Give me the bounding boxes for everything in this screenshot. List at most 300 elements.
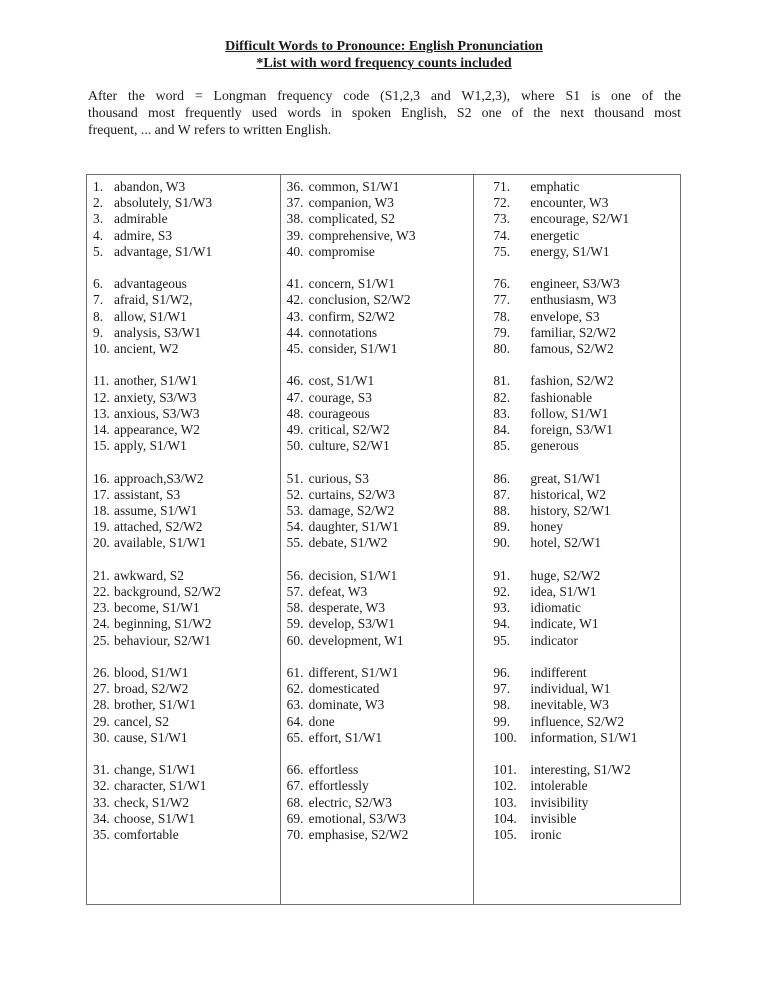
word-number: 29. — [93, 713, 110, 729]
word-number: 84. — [493, 422, 511, 438]
word-number: 92. — [493, 584, 511, 600]
word-text: honey — [530, 519, 564, 535]
word-item — [493, 406, 680, 422]
word-number: 7. — [93, 292, 104, 308]
word-item — [287, 179, 474, 195]
word-number: 101. — [493, 762, 517, 778]
intro-paragraph — [88, 87, 681, 138]
word-number: 73. — [493, 211, 511, 227]
word-text: brother, S1/W1 — [114, 697, 197, 713]
word-item — [493, 697, 680, 713]
word-number: 57. — [286, 584, 304, 600]
word-item — [493, 665, 680, 681]
word-text: daughter, S1/W1 — [308, 519, 399, 535]
word-item — [287, 422, 474, 438]
table-column-2 — [281, 175, 475, 904]
word-number: 75. — [493, 243, 511, 259]
word-text: advantage, S1/W1 — [114, 243, 213, 259]
word-number: 78. — [493, 308, 511, 324]
word-item — [493, 422, 680, 438]
word-item — [287, 373, 474, 389]
word-text: history, S2/W1 — [530, 503, 611, 519]
word-number: 88. — [493, 503, 511, 519]
word-item — [493, 438, 680, 454]
word-text: effortlessly — [308, 778, 369, 794]
word-item — [493, 827, 680, 843]
word-item — [93, 714, 280, 730]
word-number: 105. — [493, 827, 517, 843]
word-item — [493, 292, 680, 308]
word-item — [287, 503, 474, 519]
word-number: 34. — [93, 810, 110, 826]
word-number: 8. — [93, 308, 104, 324]
word-item — [93, 665, 280, 681]
word-item — [93, 697, 280, 713]
word-text: follow, S1/W1 — [530, 405, 609, 421]
word-item — [493, 681, 680, 697]
word-item — [493, 600, 680, 616]
word-group — [493, 568, 680, 649]
word-item — [287, 228, 474, 244]
word-number: 26. — [93, 665, 110, 681]
word-text: encounter, W3 — [530, 195, 609, 211]
word-number: 90. — [493, 535, 511, 551]
word-text: behaviour, S2/W1 — [114, 632, 211, 648]
word-item — [493, 179, 680, 195]
word-text: companion, W3 — [308, 195, 394, 211]
word-item — [287, 616, 474, 632]
word-item — [287, 697, 474, 713]
word-text: emphasise, S2/W2 — [308, 827, 409, 843]
word-text: courage, S3 — [308, 389, 372, 405]
word-number: 44. — [286, 324, 304, 340]
word-item — [93, 438, 280, 454]
word-item — [493, 195, 680, 211]
word-number: 45. — [286, 341, 304, 357]
word-number: 4. — [93, 227, 104, 243]
word-text: advantageous — [114, 276, 187, 292]
word-item — [93, 795, 280, 811]
word-number: 17. — [93, 486, 110, 502]
word-group — [493, 762, 680, 843]
word-text: information, S1/W1 — [530, 729, 638, 745]
word-item — [93, 309, 280, 325]
word-item — [493, 633, 680, 649]
word-text: absolutely, S1/W3 — [114, 195, 213, 211]
word-text: admirable — [114, 211, 168, 227]
word-number: 41. — [286, 276, 304, 292]
word-text: anxiety, S3/W3 — [114, 389, 197, 405]
word-item — [93, 179, 280, 195]
word-item — [287, 633, 474, 649]
word-item — [93, 244, 280, 260]
word-item — [93, 406, 280, 422]
word-item — [93, 471, 280, 487]
word-item — [287, 325, 474, 341]
word-number: 62. — [286, 681, 304, 697]
word-text: historical, W2 — [530, 486, 606, 502]
word-group — [493, 276, 680, 357]
word-number: 2. — [93, 195, 104, 211]
word-group — [287, 568, 474, 649]
word-item — [493, 503, 680, 519]
word-number: 28. — [93, 697, 110, 713]
word-number: 61. — [286, 665, 304, 681]
word-item — [93, 195, 280, 211]
word-number: 71. — [493, 179, 511, 194]
word-text: attached, S2/W2 — [114, 519, 203, 535]
word-text: abandon, W3 — [114, 179, 186, 194]
word-text: comprehensive, W3 — [308, 227, 416, 243]
word-text: hotel, S2/W1 — [530, 535, 602, 551]
word-text: conclusion, S2/W2 — [308, 292, 411, 308]
word-number: 27. — [93, 681, 110, 697]
word-text: character, S1/W1 — [114, 778, 207, 794]
word-item — [493, 778, 680, 794]
word-item — [493, 390, 680, 406]
word-number: 31. — [93, 762, 110, 778]
word-item — [287, 827, 474, 843]
word-text: background, S2/W2 — [114, 584, 222, 600]
word-item — [493, 373, 680, 389]
word-text: enthusiasm, W3 — [530, 292, 617, 308]
word-item — [287, 778, 474, 794]
word-text: decision, S1/W1 — [308, 567, 398, 583]
word-text: beginning, S1/W2 — [114, 616, 212, 632]
word-item — [93, 762, 280, 778]
word-text: fashion, S2/W2 — [530, 373, 614, 389]
word-number: 96. — [493, 665, 511, 681]
word-group — [287, 471, 474, 552]
word-number: 99. — [493, 713, 511, 729]
word-item — [287, 584, 474, 600]
word-number: 70. — [286, 827, 304, 843]
intro-line-3: frequent, ... and W refers to written English. — [88, 122, 332, 137]
word-text: defeat, W3 — [308, 584, 368, 600]
word-number: 91. — [493, 567, 511, 583]
word-text: ironic — [530, 827, 562, 843]
word-text: huge, S2/W2 — [530, 567, 601, 583]
word-item — [493, 535, 680, 551]
word-text: curious, S3 — [308, 470, 369, 486]
word-item — [287, 471, 474, 487]
word-number: 54. — [286, 519, 304, 535]
word-number: 6. — [93, 276, 104, 292]
word-item — [493, 811, 680, 827]
word-text: assistant, S3 — [114, 486, 181, 502]
word-number: 3. — [93, 211, 104, 227]
word-number: 35. — [93, 827, 110, 843]
word-number: 67. — [286, 778, 304, 794]
word-text: cancel, S2 — [114, 713, 170, 729]
word-text: idiomatic — [530, 600, 581, 616]
word-text: damage, S2/W2 — [308, 503, 395, 519]
word-text: appearance, W2 — [114, 422, 200, 438]
word-item — [93, 276, 280, 292]
word-text: comfortable — [114, 827, 179, 843]
word-item — [287, 681, 474, 697]
word-text: effort, S1/W1 — [308, 729, 383, 745]
word-text: effortless — [308, 762, 359, 778]
word-item — [493, 616, 680, 632]
word-item — [93, 228, 280, 244]
word-item — [287, 292, 474, 308]
word-text: debate, S1/W2 — [308, 535, 388, 551]
word-item — [93, 341, 280, 357]
word-text: foreign, S3/W1 — [530, 422, 613, 438]
word-item — [287, 276, 474, 292]
word-text: envelope, S3 — [530, 308, 600, 324]
word-item — [493, 714, 680, 730]
word-number: 53. — [286, 503, 304, 519]
word-text: connotations — [308, 324, 378, 340]
word-number: 85. — [493, 438, 511, 454]
word-text: dominate, W3 — [308, 697, 385, 713]
word-text: invisible — [530, 810, 577, 826]
word-number: 66. — [286, 762, 304, 778]
word-number: 72. — [493, 195, 511, 211]
word-item — [93, 487, 280, 503]
word-number: 5. — [93, 243, 104, 259]
word-number: 79. — [493, 324, 511, 340]
word-item — [93, 390, 280, 406]
word-number: 32. — [93, 778, 110, 794]
word-item — [493, 762, 680, 778]
word-item — [93, 292, 280, 308]
word-text: broad, S2/W2 — [114, 681, 189, 697]
word-number: 9. — [93, 324, 104, 340]
word-item — [493, 487, 680, 503]
word-number: 89. — [493, 519, 511, 535]
word-item — [93, 681, 280, 697]
title-line-2: *List with word frequency counts included — [256, 56, 512, 71]
word-text: done — [308, 713, 335, 729]
word-item — [93, 600, 280, 616]
intro-line-1: After the word = Longman frequency code (S1,2,3 and W1,2,3), where S1 is one of the — [88, 88, 681, 103]
word-item — [287, 211, 474, 227]
word-item — [93, 633, 280, 649]
word-item — [93, 535, 280, 551]
word-number: 50. — [286, 438, 304, 454]
word-text: indifferent — [530, 665, 587, 681]
word-number: 24. — [93, 616, 110, 632]
word-number: 63. — [286, 697, 304, 713]
word-item — [493, 325, 680, 341]
word-number: 25. — [93, 632, 110, 648]
word-text: change, S1/W1 — [114, 762, 196, 778]
word-item — [287, 795, 474, 811]
word-number: 81. — [493, 373, 511, 389]
word-number: 42. — [286, 292, 304, 308]
word-text: allow, S1/W1 — [114, 308, 187, 324]
word-text: development, W1 — [308, 632, 404, 648]
word-item — [287, 309, 474, 325]
word-item — [93, 730, 280, 746]
word-text: critical, S2/W2 — [308, 422, 390, 438]
word-number: 1. — [93, 179, 104, 194]
word-number: 52. — [286, 486, 304, 502]
word-item — [287, 341, 474, 357]
word-text: assume, S1/W1 — [114, 503, 198, 519]
word-number: 30. — [93, 729, 110, 745]
word-text: energy, S1/W1 — [530, 243, 610, 259]
word-text: engineer, S3/W3 — [530, 276, 620, 292]
word-text: different, S1/W1 — [308, 665, 399, 681]
word-item — [287, 438, 474, 454]
word-number: 12. — [93, 389, 110, 405]
word-group — [493, 373, 680, 454]
word-number: 104. — [493, 810, 517, 826]
word-text: awkward, S2 — [114, 567, 184, 583]
word-text: famous, S2/W2 — [530, 341, 614, 357]
word-item — [493, 730, 680, 746]
word-text: influence, S2/W2 — [530, 713, 625, 729]
word-group — [287, 373, 474, 454]
word-number: 43. — [286, 308, 304, 324]
word-group — [93, 762, 280, 843]
word-text: desperate, W3 — [308, 600, 386, 616]
word-text: curtains, S2/W3 — [308, 486, 395, 502]
word-item — [93, 616, 280, 632]
word-number: 82. — [493, 389, 511, 405]
word-item — [287, 535, 474, 551]
word-number: 55. — [286, 535, 304, 551]
word-number: 13. — [93, 405, 110, 421]
word-item — [93, 519, 280, 535]
word-text: check, S1/W2 — [114, 794, 190, 810]
word-item — [93, 211, 280, 227]
word-number: 64. — [286, 713, 304, 729]
word-text: inevitable, W3 — [530, 697, 609, 713]
word-number: 58. — [286, 600, 304, 616]
word-group — [493, 471, 680, 552]
word-number: 93. — [493, 600, 511, 616]
word-text: complicated, S2 — [308, 211, 395, 227]
word-item — [493, 309, 680, 325]
word-item — [287, 811, 474, 827]
word-group — [93, 568, 280, 649]
word-item — [493, 228, 680, 244]
word-text: intolerable — [530, 778, 588, 794]
word-item — [93, 325, 280, 341]
word-number: 56. — [286, 567, 304, 583]
word-number: 87. — [493, 486, 511, 502]
word-text: choose, S1/W1 — [114, 810, 196, 826]
word-number: 49. — [286, 422, 304, 438]
word-number: 20. — [93, 535, 110, 551]
word-number: 86. — [493, 470, 511, 486]
word-text: develop, S3/W1 — [308, 616, 395, 632]
word-group — [93, 179, 280, 260]
word-number: 33. — [93, 794, 110, 810]
word-text: indicate, W1 — [530, 616, 599, 632]
word-text: fashionable — [530, 389, 593, 405]
word-item — [287, 244, 474, 260]
word-group — [493, 179, 680, 260]
word-text: admire, S3 — [114, 227, 173, 243]
word-number: 46. — [286, 373, 304, 389]
page-title — [0, 38, 768, 72]
word-number: 48. — [286, 405, 304, 421]
word-group — [93, 665, 280, 746]
word-item — [93, 422, 280, 438]
word-text: familiar, S2/W2 — [530, 324, 617, 340]
word-item — [287, 665, 474, 681]
word-item — [287, 390, 474, 406]
word-number: 76. — [493, 276, 511, 292]
word-number: 97. — [493, 681, 511, 697]
word-number: 102. — [493, 778, 517, 794]
table-column-3 — [474, 175, 680, 904]
word-group — [287, 665, 474, 746]
word-text: invisibility — [530, 794, 589, 810]
word-number: 19. — [93, 519, 110, 535]
word-text: individual, W1 — [530, 681, 611, 697]
word-group — [287, 179, 474, 260]
word-text: confirm, S2/W2 — [308, 308, 395, 324]
word-text: courageous — [308, 405, 370, 421]
word-item — [493, 584, 680, 600]
word-item — [287, 568, 474, 584]
word-text: great, S1/W1 — [530, 470, 601, 486]
word-number: 23. — [93, 600, 110, 616]
word-number: 77. — [493, 292, 511, 308]
word-number: 18. — [93, 503, 110, 519]
word-text: become, S1/W1 — [114, 600, 200, 616]
word-number: 15. — [93, 438, 110, 454]
word-number: 38. — [286, 211, 304, 227]
word-number: 16. — [93, 470, 110, 486]
word-text: consider, S1/W1 — [308, 341, 398, 357]
word-number: 10. — [93, 341, 110, 357]
intro-line-2: thousand most frequently used words in spoken English, S2 one of the next thousand most — [88, 105, 681, 120]
word-frequency-table — [86, 174, 681, 905]
word-item — [287, 762, 474, 778]
word-number: 83. — [493, 405, 511, 421]
word-text: electric, S2/W3 — [308, 794, 392, 810]
word-number: 22. — [93, 584, 110, 600]
word-number: 98. — [493, 697, 511, 713]
title-line-1: Difficult Words to Pronounce: English Pronunciation — [225, 39, 543, 54]
word-item — [493, 341, 680, 357]
word-number: 65. — [286, 729, 304, 745]
word-item — [93, 778, 280, 794]
word-number: 80. — [493, 341, 511, 357]
word-number: 74. — [493, 227, 511, 243]
word-group — [93, 471, 280, 552]
word-text: approach,S3/W2 — [114, 470, 204, 486]
word-text: available, S1/W1 — [114, 535, 207, 551]
word-number: 69. — [286, 810, 304, 826]
word-item — [287, 600, 474, 616]
word-item — [287, 406, 474, 422]
word-text: blood, S1/W1 — [114, 665, 189, 681]
word-text: analysis, S3/W1 — [114, 324, 202, 340]
word-number: 37. — [286, 195, 304, 211]
word-item — [493, 276, 680, 292]
word-text: afraid, S1/W2, — [114, 292, 193, 308]
word-item — [493, 471, 680, 487]
word-number: 103. — [493, 794, 517, 810]
word-item — [287, 487, 474, 503]
word-group — [493, 665, 680, 746]
word-item — [493, 244, 680, 260]
word-text: cause, S1/W1 — [114, 729, 188, 745]
word-text: emphatic — [530, 179, 580, 194]
word-item — [287, 730, 474, 746]
word-item — [493, 568, 680, 584]
word-number: 94. — [493, 616, 511, 632]
